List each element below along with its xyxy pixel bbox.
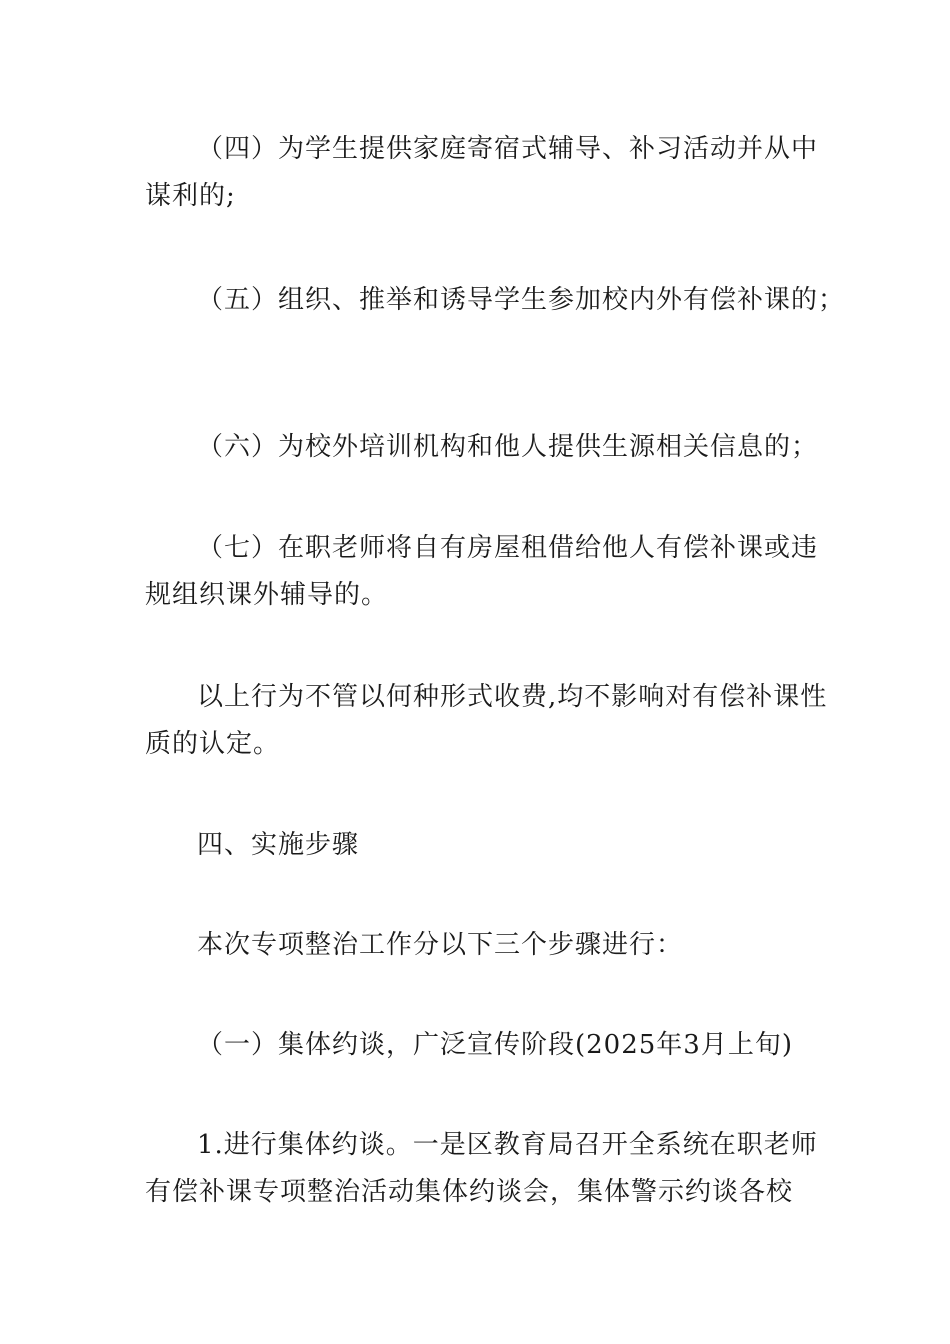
section-heading [145, 822, 815, 869]
text-line: 1.进行集体约谈。一是区教育局召开全系统在职老师 [197, 1130, 818, 1160]
text-line: 规组织课外辅导的。 [145, 580, 389, 610]
paragraph-item-7 [145, 525, 819, 619]
text-line: （六）为校外培训机构和他人提供生源相关信息的； [197, 432, 819, 462]
step-heading-1 [145, 1022, 815, 1069]
text-line: 本次专项整治工作分以下三个步骤进行： [197, 930, 684, 960]
text-line: （五）组织、推举和诱导学生参加校内外有偿补课的； [197, 285, 846, 315]
text-line: 以上行为不管以何种形式收费,均不影响对有偿补课性 [197, 682, 828, 712]
text-line: （一）集体约谈，广泛宣传阶段(2025年3月上旬) [197, 1030, 793, 1060]
paragraph-item-4 [145, 126, 819, 220]
text-line: （四）为学生提供家庭寄宿式辅导、补习活动并从中 [197, 134, 819, 164]
paragraph-item-5 [145, 277, 846, 324]
paragraph-item-6 [145, 424, 819, 471]
summary-paragraph [145, 674, 828, 768]
text-line: 质的认定。 [145, 729, 281, 759]
text-line: 有偿补课专项整治活动集体约谈会，集体警示约谈各校 [145, 1177, 794, 1207]
intro-paragraph [145, 922, 815, 969]
text-line: 谋利的; [145, 181, 236, 211]
step-paragraph-1 [145, 1122, 818, 1216]
text-line: 四、实施步骤 [197, 830, 360, 860]
text-line: （七）在职老师将自有房屋租借给他人有偿补课或违 [197, 533, 819, 563]
